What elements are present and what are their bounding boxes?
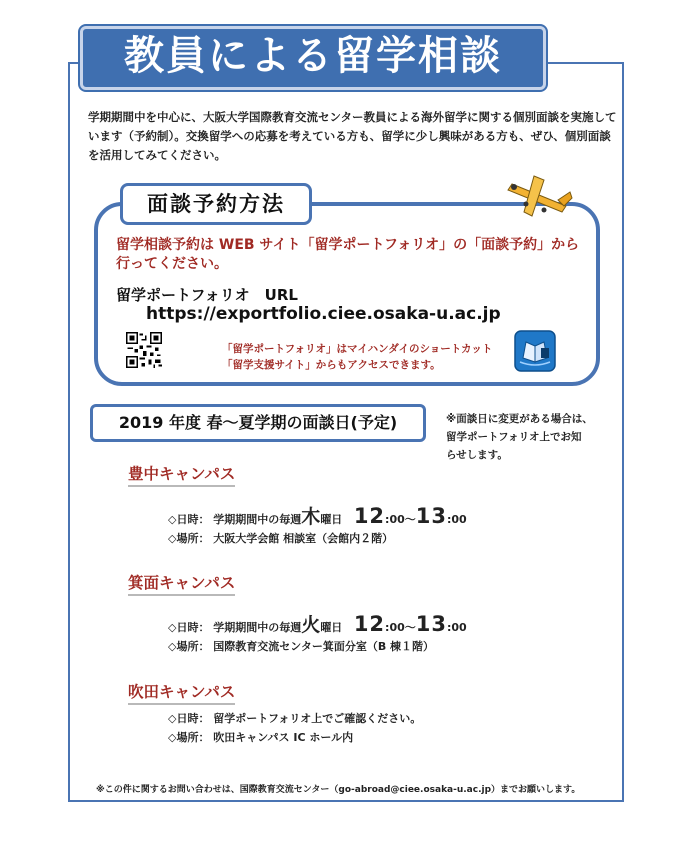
end-minute: :00	[447, 513, 467, 526]
schedule-note-line-2: 留学ポートフォリオ上でお知	[446, 431, 582, 443]
campus-toyonaka-heading: 豊中キャンパス	[128, 462, 235, 487]
reservation-instruction	[116, 236, 579, 274]
schedule-note-line-1: ※面談日に変更がある場合は、	[446, 413, 593, 425]
start-hour: 12	[353, 612, 386, 636]
qr-code-icon[interactable]	[126, 332, 162, 368]
end-minute: :00	[447, 621, 467, 634]
campus-suita-heading: 吹田キャンパス	[128, 680, 235, 705]
weekday-suffix: 曜日	[320, 513, 343, 526]
start-minute: :00～	[385, 621, 416, 634]
campus-suita-place: ◇場所： 吹田キャンパス IC ホール内	[168, 731, 354, 744]
end-hour: 13	[415, 612, 447, 636]
weekday: 火	[301, 614, 321, 636]
weekday-suffix: 曜日	[320, 621, 343, 634]
schedule-note	[446, 410, 593, 464]
shortcut-line-2: 「留学支援サイト」からもアクセスできます。	[222, 359, 441, 371]
start-minute: :00～	[385, 513, 416, 526]
reservation-line-1: 留学相談予約は WEB サイト「留学ポートフォリオ」の「面談予約」から	[116, 237, 580, 253]
end-hour: 13	[415, 504, 447, 528]
portfolio-url-link[interactable]: https://exportfolio.ciee.osaka-u.ac.jp	[146, 304, 501, 324]
intro-text: 学期期間中を中心に、大阪大学国際教育交流センター教員による海外留学に関する個別面談を実施しています（予約制）。交換留学への応募を考えている方も、留学に少し興味がある方も、ぜひ、個別面談を活用してみてください。	[88, 110, 617, 162]
airplane-icon	[504, 170, 574, 222]
campus-minoh-place: ◇場所： 国際教育交流センター箕面分室（B 棟１階）	[168, 640, 435, 653]
campus-toyonaka-datetime	[168, 502, 467, 529]
portfolio-app-icon[interactable]	[514, 330, 556, 372]
reservation-heading: 面談予約方法	[120, 183, 312, 225]
datetime-prefix: ◇日時： 学期期間中の毎週	[168, 621, 302, 634]
page-title: 教員による留学相談	[124, 33, 502, 79]
contact-footer: ※この件に関するお問い合わせは、国際教育交流センター（go-abroad@ciee.osaka-u.ac.jp）までお願いします。	[96, 785, 581, 795]
reservation-line-2: 行ってください。	[116, 256, 228, 272]
shortcut-line-1: 「留学ポートフォリオ」はマイハンダイのショートカット	[222, 343, 493, 355]
campus-suita-datetime: ◇日時： 留学ポートフォリオ上でご確認ください。	[168, 712, 422, 725]
campus-toyonaka-place: ◇場所： 大阪大学会館 相談室（会館内２階）	[168, 532, 394, 545]
start-hour: 12	[353, 504, 386, 528]
weekday: 木	[301, 506, 321, 528]
campus-minoh-datetime	[168, 610, 467, 637]
datetime-prefix: ◇日時： 学期期間中の毎週	[168, 513, 302, 526]
url-label: 留学ポートフォリオ URL	[116, 286, 298, 304]
campus-minoh-heading: 箕面キャンパス	[128, 571, 235, 596]
schedule-note-line-3: らせします。	[446, 449, 508, 461]
shortcut-note	[222, 341, 492, 373]
schedule-heading: 2019 年度 春～夏学期の面談日(予定)	[90, 404, 426, 442]
